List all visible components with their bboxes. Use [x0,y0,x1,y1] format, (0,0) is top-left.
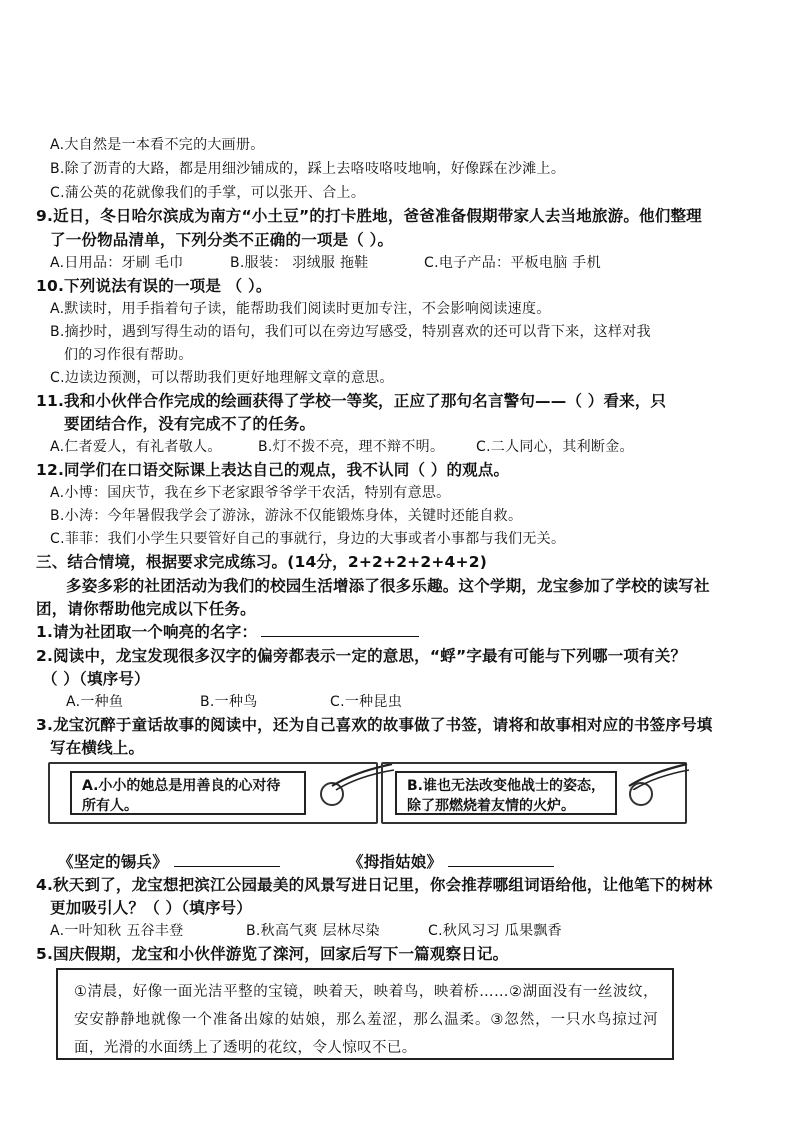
q9-option-a: A.日用品：牙刷 毛巾 [50,255,184,271]
s3-stem-line2: 写在横线上。 [50,739,145,757]
q12-stem: 12.同学们在口语交际课上表达自己的观点，我不认同（ ）的观点。 [36,461,510,479]
s1-stem-text: 1.请为社团取一个响亮的名字： [36,623,258,641]
q9-stem-line2: 了一份物品清单，下列分类不正确的一项是（ ）。 [50,231,394,249]
q10-option-b-line2: 们的习作很有帮助。 [64,347,193,363]
q8-option-a: A.大自然是一本看不完的大画册。 [50,137,265,153]
q12-option-a: A.小博：国庆节，我在乡下老家跟爷爷学干农活，特别有意思。 [50,485,451,501]
q9-stem-line1: 9.近日，冬日哈尔滨成为南方“小土豆”的打卡胜地，爸爸准备假期带家人去当地旅游。他们整理 [36,207,702,225]
s2-stem-line2: （ ）（填序号） [42,670,150,688]
story-tin-soldier-title: 《坚定的锡兵》 [58,853,168,871]
section3-intro-line2: 团，请你帮助他完成以下任务。 [36,600,256,618]
story-thumbelina-blank[interactable] [448,852,554,867]
bookmark-b-text: B.谁也无法改变他战士的姿态，除了那燃烧着友情的火炉。 [395,771,617,815]
q8-option-b: B.除了沥青的大路，都是用细沙铺成的，踩上去咯吱咯吱地响，好像踩在沙滩上。 [50,161,566,177]
story-tin-soldier [58,852,280,872]
bookmark-a [48,762,378,824]
diary-excerpt-box: ①清晨，好像一面光洁平整的宝镜，映着天，映着鸟，映着桥……②湖面没有一丝波纹，安安静静地就像一个准备出嫁的姑娘，那么羞涩，那么温柔。③忽然，一只水鸟掠过河面，光滑的水面绣上了透明的花纹，令人惊叹不已。 [56,968,674,1060]
q12-option-b: B.小涛：今年暑假我学会了游泳，游泳不仅能锻炼身体，关键时还能自救。 [50,508,523,524]
bookmark-b [381,762,687,824]
q10-option-a: A.默读时，用手指着句子读，能帮助我们阅读时更加专注，不会影响阅读速度。 [50,301,551,317]
q10-option-b-line1: B.摘抄时，遇到写得生动的语句，我们可以在旁边写感受，特别喜欢的还可以背下来，这样对我 [50,324,651,340]
s2-stem-line1: 2.阅读中，龙宝发现很多汉字的偏旁都表示一定的意思，“蜉”字最有可能与下列哪一项有关？ [36,647,687,665]
q9-option-b: B.服装： 羽绒服 拖鞋 [230,255,369,271]
q12-option-c: C.菲菲：我们小学生只要管好自己的事就行，身边的大事或者小事都与我们无关。 [50,531,566,547]
s4-option-b: B.秋高气爽 层林尽染 [246,923,380,939]
q11-stem-line2: 要团结合作，没有完成不了的任务。 [64,415,316,433]
s2-option-c: C.一种昆虫 [330,694,403,710]
club-name-blank[interactable] [261,622,419,637]
q10-stem: 10.下列说法有误的一项是 （ ）。 [36,277,272,295]
q8-option-c: C.蒲公英的花就像我们的手掌，可以张开、合上。 [50,185,366,201]
bookmark-ribbon-icon [623,760,693,790]
s4-option-c: C.秋风习习 瓜果飘香 [428,923,562,939]
s4-stem-line1: 4.秋天到了，龙宝想把滨江公园最美的风景写进日记里，你会推荐哪组词语给他，让他笔下的树林 [36,876,713,894]
q10-option-c: C.边读边预测，可以帮助我们更好地理解文章的意思。 [50,370,394,386]
q11-option-b: B.灯不拨不亮，理不辩不明。 [258,439,445,455]
section3-intro-line1: 多姿多彩的社团活动为我们的校园生活增添了很多乐趣。这个学期，龙宝参加了学校的读写社 [66,577,710,595]
story-thumbelina [348,852,554,872]
s3-stem-line1: 3.龙宝沉醉于童话故事的阅读中，还为自己喜欢的故事做了书签，请将和故事相对应的书签序号填 [36,716,713,734]
q11-stem-line1: 11.我和小伙伴合作完成的绘画获得了学校一等奖，正应了那句名言警句——（ ）看来，只 [36,392,667,410]
s4-option-a: A.一叶知秋 五谷丰登 [50,923,184,939]
story-thumbelina-title: 《拇指姑娘》 [348,853,443,871]
bookmark-a-text: A.小小的她总是用善良的心对待所有人。 [70,771,306,815]
q11-option-c: C.二人同心，其利断金。 [476,439,634,455]
s4-stem-line2: 更加吸引人？（ ）（填序号） [50,899,252,917]
story-tin-soldier-blank[interactable] [174,852,280,867]
s2-option-a: A.一种鱼 [66,694,124,710]
q9-option-c: C.电子产品：平板电脑 手机 [424,255,601,271]
q11-option-a: A.仁者爱人，有礼者敬人。 [50,439,222,455]
s1-stem [36,622,419,642]
s2-option-b: B.一种鸟 [200,694,258,710]
s5-stem: 5.国庆假期，龙宝和小伙伴游览了滦河，回家后写下一篇观察日记。 [36,945,509,963]
section3-title: 三、结合情境，根据要求完成练习。(14分，2+2+2+2+4+2) [36,553,487,571]
